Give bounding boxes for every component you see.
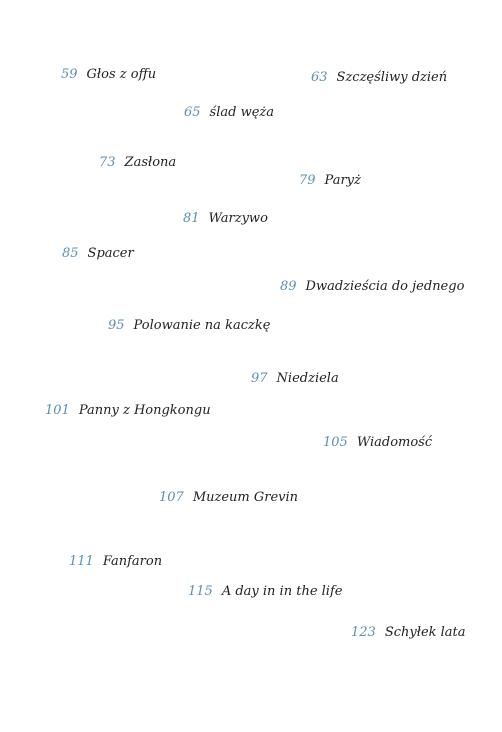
- page-number: 79: [299, 173, 316, 188]
- page-number: 115: [188, 584, 213, 599]
- chapter-title: Schyłek lata: [384, 625, 466, 640]
- chapter-title: Wiadomość: [356, 435, 433, 450]
- page-number: 95: [108, 318, 125, 333]
- page-number: 97: [251, 371, 268, 386]
- toc-entry[interactable]: [351, 625, 466, 641]
- chapter-title: Muzeum Grevin: [192, 490, 299, 505]
- page-number: 59: [61, 67, 78, 82]
- toc-entry[interactable]: [251, 371, 339, 387]
- toc-entry[interactable]: [159, 490, 298, 506]
- page-number: 123: [351, 625, 376, 640]
- chapter-title: Fanfaron: [102, 554, 163, 569]
- page-number: 107: [159, 490, 184, 505]
- chapter-title: Spacer: [87, 246, 134, 261]
- toc-entry[interactable]: [61, 67, 156, 83]
- page-number: 65: [184, 105, 201, 120]
- page-number: 89: [280, 279, 297, 294]
- page-number: 73: [99, 155, 116, 170]
- page-number: 85: [62, 246, 79, 261]
- chapter-title: Polowanie na kaczkę: [133, 318, 271, 333]
- chapter-title: Paryż: [324, 173, 361, 188]
- chapter-title: Warzywo: [208, 211, 268, 226]
- toc-entry[interactable]: [45, 403, 211, 419]
- toc-entry[interactable]: [184, 105, 274, 121]
- page-number: 105: [323, 435, 348, 450]
- chapter-title: Dwadzieścia do jednego: [305, 279, 465, 294]
- chapter-title: Niedziela: [276, 371, 339, 386]
- chapter-title: Szczęśliwy dzień: [336, 70, 448, 85]
- chapter-title: Zasłona: [124, 155, 177, 170]
- chapter-title: Panny z Hongkongu: [78, 403, 211, 418]
- toc-entry[interactable]: [323, 435, 432, 451]
- toc-entry[interactable]: [311, 70, 447, 86]
- toc-entry[interactable]: [183, 211, 268, 227]
- toc-entry[interactable]: [108, 318, 270, 334]
- chapter-title: Głos z offu: [86, 67, 157, 82]
- page-number: 81: [183, 211, 200, 226]
- toc-entry[interactable]: [62, 246, 134, 262]
- toc-entry[interactable]: [69, 554, 162, 570]
- page-number: 63: [311, 70, 328, 85]
- chapter-title: A day in in the life: [221, 584, 343, 599]
- toc-entry[interactable]: [280, 279, 464, 295]
- toc-entry[interactable]: [299, 173, 361, 189]
- toc-entry[interactable]: [99, 155, 176, 171]
- toc-entry[interactable]: [188, 584, 342, 600]
- page-number: 101: [45, 403, 70, 418]
- page-number: 111: [69, 554, 94, 569]
- chapter-title: ślad węża: [209, 105, 275, 120]
